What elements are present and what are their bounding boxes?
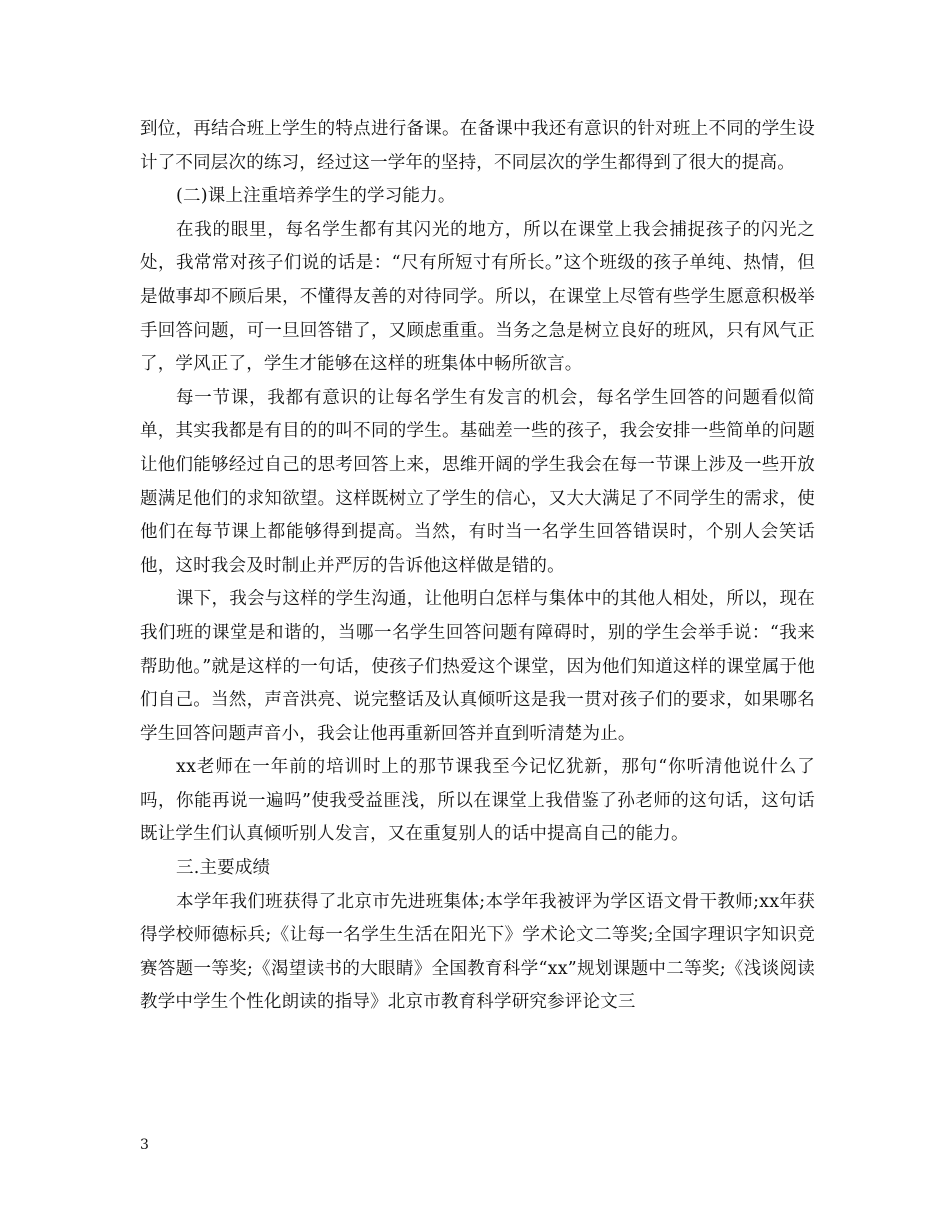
paragraph-speaking-opportunity: 每一节课，我都有意识的让每名学生有发言的机会，每名学生回答的问题看似简单，其实我都是有目的的叫不同的学生。基础差一些的孩子，我会安排一些简单的问题让他们能够经过自己的思考回答上来，思维开阔的学生我会在每一节课上涉及一些开放题满足他们的求知欲望。这样既树立了学生的信心，又大大满足了不同学生的需求，使他们在每节课上都能够得到提高。当然，有时当一名学生回答错误时，个别人会笑话他，这时我会及时制止并严厉的告诉他这样做是错的。 xyxy=(140,387,815,576)
paragraph-continuation: 到位，再结合班上学生的特点进行备课。在备课中我还有意识的针对班上不同的学生设计了不同层次的练习，经过这一学年的坚持，不同层次的学生都得到了很大的提高。 xyxy=(140,119,815,173)
paragraph-class-atmosphere: 在我的眼里，每名学生都有其闪光的地方，所以在课堂上我会捕捉孩子的闪光之处，我常常对孩子们说的话是：“尺有所短寸有所长。”这个班级的孩子单纯、热情，但是做事却不顾后果，不懂得友善的对待同学。所以，在课堂上尽管有些学生愿意积极举手回答问题，可一旦回答错了，又顾虑重重。当务之急是树立良好的班风，只有风气正了，学风正了，学生才能够在这样的班集体中畅所欲言。 xyxy=(140,219,815,375)
page-number: 3 xyxy=(140,1137,149,1153)
paragraph-training-lesson: xx老师在一年前的培训时上的那节课我至今记忆犹新，那句“你听清他说什么了吗，你能再说一遍吗”使我受益匪浅，所以在课堂上我借鉴了孙老师的这句话，这句话既让学生们认真倾听别人发言，又在重复别人的话中提高自己的能力。 xyxy=(140,757,815,845)
section-heading-classroom-ability: (二)课上注重培养学生的学习能力。 xyxy=(176,186,456,207)
paragraph-after-class: 课下，我会与这样的学生沟通，让他明白怎样与集体中的其他人相处，所以，现在我们班的课堂是和谐的，当哪一名学生回答问题有障碍时，别的学生会举手说：“我来帮助他。”就是这样的一句话，使孩子们热爱这个课堂，因为他们知道这样的课堂属于他们自己。当然，声音洪亮、说完整话及认真倾听这是我一贯对孩子们的要求，如果哪名学生回答问题声音小，我会让他再重新回答并直到听清楚为止。 xyxy=(140,589,815,744)
document-body xyxy=(140,113,815,1020)
paragraph-achievements: 本学年我们班获得了北京市先进班集体;本学年我被评为学区语文骨干教师;xx年获得学校师德标兵;《让每一名学生生活在阳光下》学术论文二等奖;全国字理识字知识竞赛答题一等奖;《渴望读书的大眼睛》全国教育科学“xx”规划课题中二等奖;《浅谈阅读教学中学生个性化朗读的指导》北京市教育科学研究参评论文三 xyxy=(140,891,815,1013)
section-heading-achievements: 三.主要成绩 xyxy=(176,858,271,879)
